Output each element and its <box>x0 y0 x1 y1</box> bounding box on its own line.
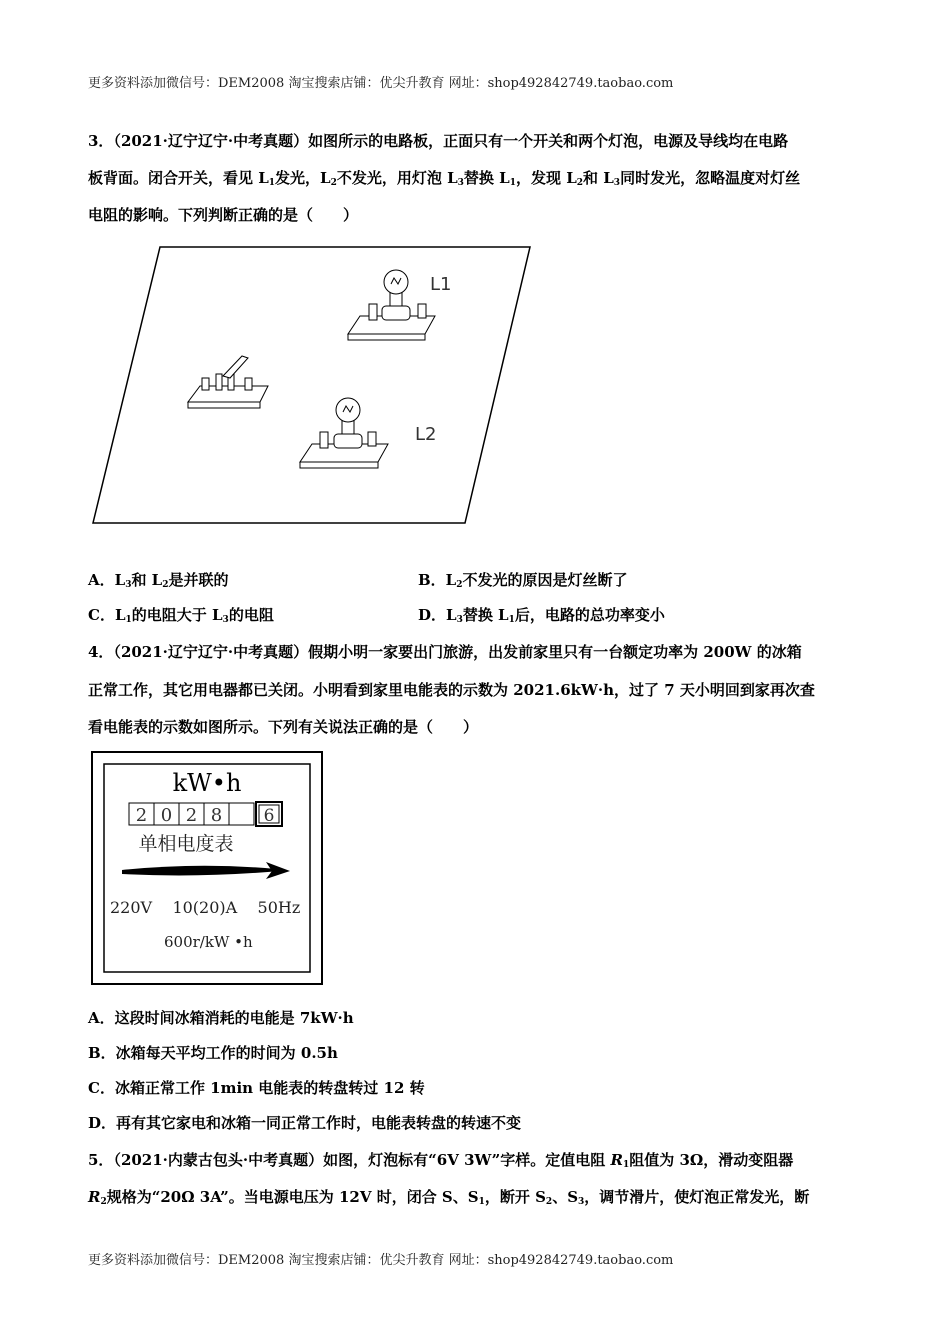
sub: 3 <box>613 178 621 188</box>
electric-meter-figure <box>90 750 324 986</box>
q3-source: （2021·辽宁辽宁·中考真题） <box>113 132 309 150</box>
sub: 3 <box>456 615 463 625</box>
text-frag: 、S <box>552 1188 579 1206</box>
text-frag: ，发现 L <box>515 169 577 187</box>
text-frag: 和 L <box>131 571 163 589</box>
text-frag: A．L <box>88 571 126 589</box>
q3-number: 3． <box>88 132 114 150</box>
sub: 1 <box>622 1160 630 1170</box>
text-frag: 和 L <box>583 169 614 187</box>
q5-source: （2021·内蒙古包头·中考真题） <box>113 1151 324 1169</box>
q4-text: 假期小明一家要出门旅游，出发前家里只有一台额定功率为 200W 的冰箱 <box>308 643 802 661</box>
sub: 2 <box>100 1197 107 1207</box>
meter-name: 单相电度表 <box>138 833 234 855</box>
text-frag: 的电阻 <box>228 606 274 624</box>
meter-spec: 220V 10(20)A 50Hz <box>110 898 301 917</box>
q5-line-1 <box>88 1149 868 1170</box>
q5-number: 5． <box>88 1151 114 1169</box>
q3-line-1 <box>88 130 868 151</box>
text-frag: 板背面。闭合开关，看见 L <box>88 169 269 187</box>
text-frag: 是并联的 <box>168 571 229 589</box>
q4-option-a[interactable]: A．这段时间冰箱消耗的电能是 7kW·h <box>88 1009 354 1027</box>
meter-digit: 2 <box>185 805 198 826</box>
sub: 2 <box>576 178 584 188</box>
q3-option-d[interactable] <box>418 605 665 625</box>
text-frag: 发光，L <box>275 169 331 187</box>
meter-unit: kW•h <box>172 769 242 797</box>
sub: 3 <box>578 1197 585 1207</box>
q3-option-c[interactable] <box>88 605 274 625</box>
q4-line-1 <box>88 641 868 662</box>
q3-line-3: 电阻的影响。下列判断正确的是（ ） <box>88 206 359 224</box>
text-frag: ，断开 S <box>484 1188 546 1206</box>
q4-line-2: 正常工作，其它用电器都已关闭。小明看到家里电能表的示数为 2021.6kW·h，过了 7 天小明回到家再次查 <box>88 681 815 699</box>
q4-option-c[interactable]: C．冰箱正常工作 1min 电能表的转盘转过 12 转 <box>88 1079 425 1097</box>
meter-digit: 0 <box>160 805 173 826</box>
text-frag: 替换 L <box>463 169 510 187</box>
q3-text: 如图所示的电路板，正面只有一个开关和两个灯泡，电源及导线均在电路 <box>308 132 789 150</box>
sub: 1 <box>478 1197 485 1207</box>
text-frag: 如图，灯泡标有“6V 3W”字样。定值电阻 <box>323 1151 611 1169</box>
meter-digit-decimal: 6 <box>263 806 275 826</box>
text-frag: 替换 L <box>462 606 509 624</box>
q4-option-b[interactable]: B．冰箱每天平均工作的时间为 0.5h <box>88 1044 338 1062</box>
text-frag: 同时发光，忽略温度对灯丝 <box>620 169 801 187</box>
sub: 1 <box>268 178 276 188</box>
sub: 3 <box>222 615 229 625</box>
sub: 3 <box>125 580 132 590</box>
text-frag: D．L <box>418 606 457 624</box>
sub: 1 <box>508 615 515 625</box>
text-frag: 后，电路的总功率变小 <box>514 606 665 624</box>
q3-option-b[interactable] <box>418 570 628 590</box>
symbol-r: R <box>88 1188 101 1206</box>
sub: 2 <box>162 580 169 590</box>
text-frag: ，调节滑片，使灯泡正常发光，断 <box>584 1188 810 1206</box>
meter-digit: 8 <box>210 805 223 826</box>
board-outline <box>93 247 530 523</box>
page-footer: 更多资料添加微信号：DEM2008 淘宝搜索店铺：优尖升教育 网址：shop492842749.taobao.com <box>88 1253 674 1268</box>
circuit-board-figure <box>90 244 535 526</box>
meter-digit: 2 <box>135 805 148 826</box>
text-frag: 不发光，用灯泡 L <box>336 169 458 187</box>
sub: 2 <box>456 580 463 590</box>
fig-label-l2: L2 <box>415 424 437 445</box>
text-frag: 规格为“20Ω 3A”。当电源电压为 12V 时，闭合 S、S <box>106 1188 479 1206</box>
q3-option-a[interactable] <box>88 570 229 590</box>
sub: 1 <box>125 615 132 625</box>
text-frag: C．L <box>88 606 126 624</box>
text-frag: 不发光的原因是灯丝断了 <box>462 571 628 589</box>
text-frag: 的电阻大于 L <box>131 606 223 624</box>
q4-source: （2021·辽宁辽宁·中考真题） <box>113 643 309 661</box>
fig-label-l1: L1 <box>430 274 452 295</box>
symbol-r: R <box>610 1151 623 1169</box>
text-frag: 阻值为 3Ω，滑动变阻器 <box>629 1151 794 1169</box>
meter-rev: 600r/kW •h <box>164 933 253 951</box>
q3-line-2 <box>88 167 868 188</box>
q4-line-3: 看电能表的示数如图所示。下列有关说法正确的是（ ） <box>88 718 479 736</box>
q4-option-d[interactable]: D．再有其它家电和冰箱一同正常工作时，电能表转盘的转速不变 <box>88 1114 522 1132</box>
q5-line-2 <box>88 1186 868 1207</box>
q4-number: 4． <box>88 643 114 661</box>
sub: 2 <box>545 1197 553 1207</box>
page-header: 更多资料添加微信号：DEM2008 淘宝搜索店铺：优尖升教育 网址：shop492842749.taobao.com <box>88 76 674 91</box>
text-frag: B．L <box>418 571 457 589</box>
sub: 2 <box>330 178 337 188</box>
sub: 3 <box>457 178 464 188</box>
sub: 1 <box>509 178 516 188</box>
